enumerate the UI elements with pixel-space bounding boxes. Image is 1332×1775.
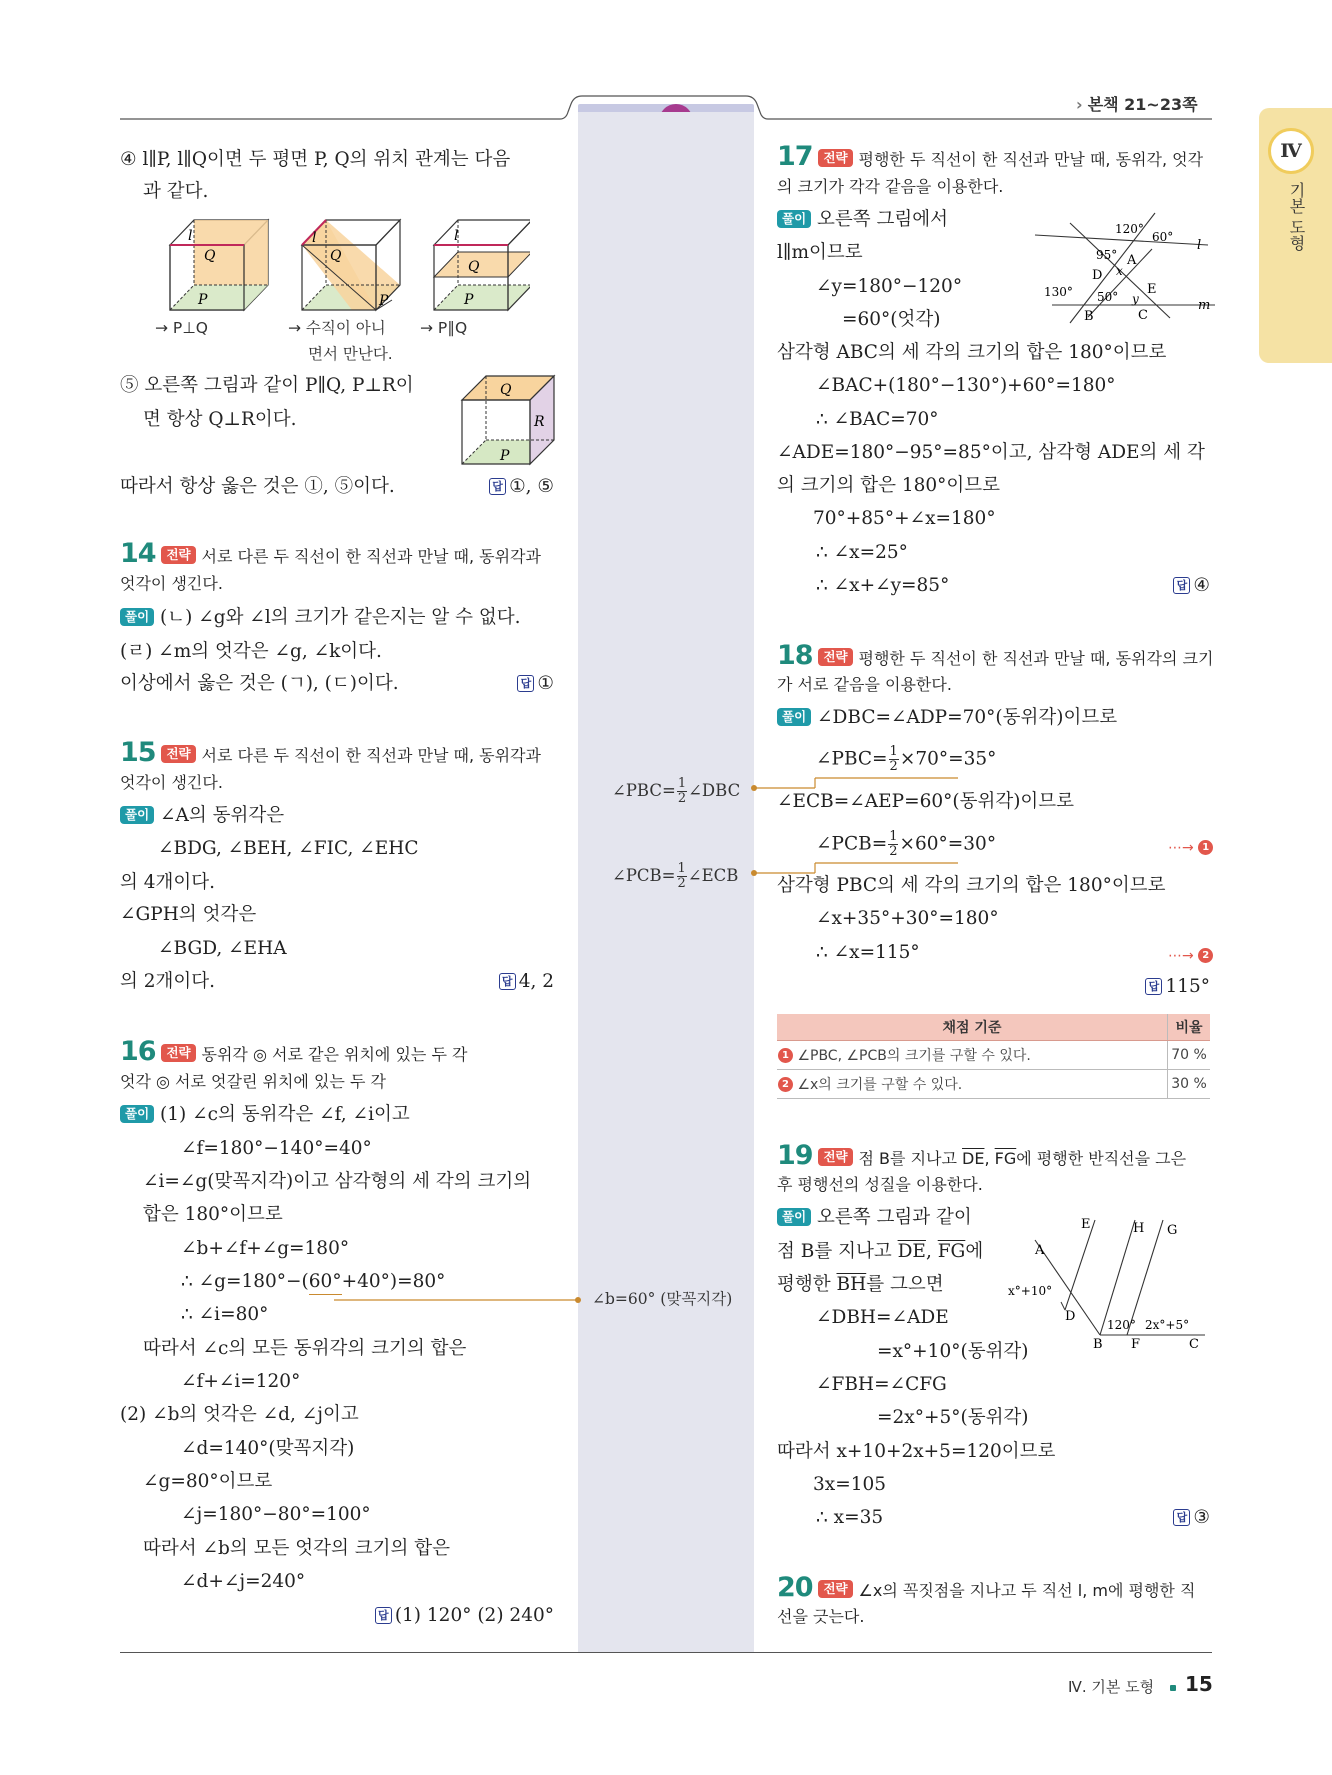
q19-line5: =x°+10°(동위각): [877, 1341, 1029, 1362]
chapter-tab-number: Ⅳ: [1268, 128, 1314, 174]
q16-line10: (2) ∠b의 엇각은 ∠d, ∠j이고: [120, 1404, 359, 1425]
plane-diagrams: [150, 215, 530, 315]
q16-line1: 풀이 (1) ∠c의 동위각은 ∠f, ∠i이고: [120, 1103, 410, 1127]
cube-pqr-diagram: [458, 374, 558, 470]
q18-line1: 풀이 ∠DBC=∠ADP=70°(동위각)이므로: [777, 706, 1117, 730]
svg-text:130°: 130°: [1044, 285, 1073, 299]
q16-line14: 따라서 ∠b의 모든 엇각의 크기의 합은: [143, 1538, 450, 1559]
svg-text:Q: Q: [330, 248, 342, 264]
q18-heading: 18 전략 평행한 두 직선이 한 직선과 만날 때, 동위각의 크기: [777, 640, 1214, 671]
q19-line8: 따라서 x+10+2x+5=120이므로: [777, 1441, 1056, 1462]
cube-caption-2b: 면서 만난다.: [308, 345, 393, 363]
svg-text:95°: 95°: [1096, 248, 1118, 262]
answer-16: 답 (1) 120° (2) 240°: [375, 1604, 554, 1628]
q18-line5: 삼각형 PBC의 세 각의 크기의 합은 180°이므로: [777, 875, 1166, 896]
cube-caption-2a: → 수직이 아니: [288, 319, 386, 337]
q17-strategy-2: 의 크기가 각각 같음을 이용한다.: [777, 177, 1004, 196]
item13-conclusion: 따라서 항상 옳은 것은 ①, ⑤이다.: [120, 476, 395, 497]
q20-heading: 20 전략 ∠x의 꼭짓점을 지나고 두 직선 l, m에 평행한 직: [777, 1572, 1196, 1603]
table-row: 2 ∠x의 크기를 구할 수 있다. 30 %: [777, 1070, 1210, 1099]
q16-line12: ∠g=80°이므로: [143, 1471, 273, 1492]
chapter-tab-title: 기본 도형: [1287, 182, 1306, 252]
q18-line3: ∠ECB=∠AEP=60°(동위각)이므로: [777, 791, 1075, 812]
answer-icon: 답: [1173, 1509, 1190, 1526]
svg-text:l: l: [188, 228, 193, 244]
q19-line9: 3x=105: [813, 1474, 887, 1495]
svg-text:Q: Q: [204, 248, 216, 264]
svg-text:l: l: [312, 230, 317, 246]
q14-line1: 풀이 (ㄴ) ∠g와 ∠l의 크기가 같은지는 알 수 없다.: [120, 606, 520, 630]
q15-line6: 의 2개이다.: [120, 971, 216, 992]
q15-line1: 풀이 ∠A의 동위각은: [120, 804, 284, 828]
svg-text:2x°+5°: 2x°+5°: [1145, 1318, 1190, 1332]
q15-line4: ∠GPH의 엇각은: [120, 904, 257, 925]
svg-text:60°: 60°: [1152, 230, 1174, 244]
svg-text:A: A: [1127, 253, 1137, 268]
q16-line3: ∠i=∠g(맞꼭지각)이고 삼각형의 세 각의 크기의: [143, 1171, 532, 1192]
answer-15: 답 4, 2: [499, 970, 554, 994]
svg-text:B: B: [1093, 1337, 1103, 1350]
footer-dot: [1170, 1685, 1176, 1691]
svg-text:50°: 50°: [1097, 290, 1119, 304]
q16-line4: 합은 180°이므로: [143, 1204, 283, 1225]
q15-line3: 의 4개이다.: [120, 872, 216, 893]
q18-line6: ∠x+35°+30°=180°: [816, 908, 999, 929]
q19-strategy-2: 후 평행선의 성질을 이용한다.: [777, 1175, 983, 1194]
answer-13: 답 ①, ⑤: [489, 475, 554, 499]
q17-line9: 의 크기의 합은 180°이므로: [777, 475, 1001, 496]
q17-line11: ∴ ∠x=25°: [816, 542, 908, 563]
q20-strategy-2: 선을 긋는다.: [777, 1607, 865, 1626]
cube-parallel: [434, 220, 530, 310]
svg-text:E: E: [1081, 1217, 1091, 1232]
q19-line1: 풀이 오른쪽 그림과 같이: [777, 1206, 972, 1230]
q17-line5: 삼각형 ABC의 세 각의 크기의 합은 180°이므로: [777, 342, 1167, 363]
q16-line15: ∠d+∠j=240°: [181, 1571, 306, 1592]
q17-diagram: [1030, 205, 1220, 325]
q19-line10: ∴ x=35: [816, 1507, 884, 1528]
q17-heading: 17 전략 평행한 두 직선이 한 직선과 만날 때, 동위각, 엇각: [777, 141, 1204, 172]
q18-line4: ∠PCB= $\frac{1}{2}$ ×60°=30°: [816, 829, 997, 859]
svg-text:x: x: [1116, 264, 1123, 278]
svg-text:G: G: [1167, 1223, 1178, 1238]
q17-line6: ∠BAC+(180°−130°)+60°=180°: [816, 375, 1116, 396]
page-reference: › 본책 21∼23쪽: [1076, 95, 1198, 114]
q14-heading: 14 전략 서로 다른 두 직선이 한 직선과 만날 때, 동위각과: [120, 538, 541, 569]
table-row: 1 ∠PBC, ∠PCB의 크기를 구할 수 있다. 70 %: [777, 1041, 1210, 1070]
q14-line3: 이상에서 옳은 것은 (ㄱ), (ㄷ)이다.: [120, 673, 399, 694]
svg-text:l: l: [454, 228, 459, 244]
svg-text:P: P: [198, 292, 208, 308]
q19-line6: ∠FBH=∠CFG: [816, 1374, 947, 1395]
q16-line6: ∴ ∠g=180°−(60°+40°)=80°: [181, 1270, 445, 1294]
answer-icon: 답: [489, 478, 506, 495]
q16-line8: 따라서 ∠c의 모든 동위각의 크기의 합은: [143, 1338, 467, 1359]
q18-line2: ∠PBC= $\frac{1}{2}$ ×70°=35°: [816, 744, 997, 774]
page-number: 15: [1185, 1672, 1213, 1696]
q19-line3: 평행한 $\overline{BH}$를 그으면: [777, 1274, 944, 1295]
svg-text:P: P: [379, 293, 389, 309]
scoring-header-ratio: 비율: [1168, 1014, 1211, 1041]
answer-17: 답 ④: [1173, 574, 1210, 598]
q16-strategy-2: 엇각 ◎ 서로 엇갈린 위치에 있는 두 각: [120, 1072, 386, 1091]
svg-text:D: D: [1065, 1309, 1076, 1324]
chevron-right-icon: ›: [1076, 95, 1083, 114]
svg-text:R: R: [534, 414, 545, 430]
svg-text:120°: 120°: [1115, 222, 1144, 236]
side-note-pbc: ∠PBC= $\frac{1}{2}$ ∠DBC: [612, 776, 741, 806]
q15-line2: ∠BDG, ∠BEH, ∠FIC, ∠EHC: [158, 838, 419, 859]
svg-text:l: l: [1197, 238, 1202, 253]
q19-line2: 점 B를 지나고 $\overline{DE}$, $\overline{FG}$에: [777, 1241, 984, 1262]
q18-marker-1: ⋯→ 1: [1168, 836, 1213, 860]
answer-icon: 답: [1173, 577, 1190, 594]
q17-line12: ∴ ∠x+∠y=85°: [816, 575, 950, 596]
svg-text:P: P: [500, 448, 510, 464]
answer-icon: 답: [375, 1607, 392, 1624]
q14-line2: (ㄹ) ∠m의 엇각은 ∠g, ∠k이다.: [120, 641, 382, 662]
answer-icon: 답: [517, 675, 534, 692]
q15-line5: ∠BGD, ∠EHA: [158, 938, 287, 959]
svg-text:B: B: [1084, 309, 1094, 324]
q16-line11: ∠d=140°(맞꼭지각): [181, 1438, 355, 1459]
q15-strategy-2: 엇각이 생긴다.: [120, 773, 223, 792]
q19-diagram: [1005, 1210, 1215, 1350]
svg-text:H: H: [1133, 1221, 1145, 1236]
q17-line8: ∠ADE=180°−95°=85°이고, 삼각형 ADE의 세 각: [777, 442, 1205, 463]
q16-line2: ∠f=180°−140°=40°: [181, 1138, 372, 1159]
q16-line7: ∴ ∠i=80°: [181, 1304, 269, 1325]
cube-oblique: [302, 220, 400, 310]
q16-line5: ∠b+∠f+∠g=180°: [181, 1238, 350, 1259]
scoring-header-criteria: 채점 기준: [777, 1014, 1168, 1041]
svg-text:y: y: [1132, 292, 1139, 306]
answer-icon: 답: [499, 973, 516, 990]
q14-strategy-2: 엇각이 생긴다.: [120, 574, 223, 593]
svg-text:x°+10°: x°+10°: [1008, 1284, 1053, 1298]
q16-heading: 16 전략 동위각 ◎ 서로 같은 위치에 있는 두 각: [120, 1036, 468, 1067]
svg-text:Q: Q: [500, 382, 512, 398]
q17-line3: ∠y=180°−120°: [816, 276, 963, 297]
answer-19: 답 ③: [1173, 1506, 1210, 1530]
svg-text:F: F: [1131, 1337, 1141, 1350]
answer-icon: 답: [1145, 978, 1162, 995]
q19-line7: =2x°+5°(동위각): [877, 1407, 1029, 1428]
cube-caption-1: → P⊥Q: [155, 319, 208, 337]
svg-text:m: m: [1198, 298, 1211, 313]
svg-text:120°: 120°: [1107, 1318, 1136, 1332]
footer-rule: [120, 1652, 1212, 1653]
svg-text:C: C: [1138, 308, 1148, 323]
q17-line10: 70°+85°+∠x=180°: [813, 508, 996, 529]
q18-strategy-2: 가 서로 같음을 이용한다.: [777, 675, 952, 694]
answer-18: 답 115°: [1145, 975, 1210, 999]
q19-heading: 19 전략 점 B를 지나고 $\overline{DE}$, $\overline{FG}$에 평행한 반직선을 그은: [777, 1140, 1187, 1171]
q17-line1: 풀이 오른쪽 그림에서: [777, 208, 948, 232]
item5-line2: 면 항상 Q⊥R이다.: [143, 409, 297, 430]
scoring-table: [777, 1014, 1210, 1099]
q19-line4: ∠DBH=∠ADE: [816, 1307, 949, 1328]
q17-line4: =60°(엇각): [842, 309, 941, 330]
q16-line9: ∠f+∠i=120°: [181, 1371, 301, 1392]
q17-line2: l∥m이므로: [777, 242, 863, 263]
q18-marker-2: ⋯→ 2: [1168, 944, 1213, 968]
svg-text:E: E: [1147, 282, 1157, 297]
q17-line7: ∴ ∠BAC=70°: [816, 409, 939, 430]
side-note-vertical-angle: ∠b=60° (맞꼭지각): [592, 1290, 733, 1308]
q16-line13: ∠j=180°−80°=100°: [181, 1504, 371, 1525]
svg-text:Q: Q: [468, 259, 480, 275]
cube-caption-3: → P∥Q: [420, 319, 468, 337]
svg-text:P: P: [464, 292, 474, 308]
footer-chapter: Ⅳ. 기본 도형: [1068, 1678, 1155, 1696]
q18-line7: ∴ ∠x=115°: [816, 942, 920, 963]
svg-text:C: C: [1189, 1337, 1199, 1350]
q15-heading: 15 전략 서로 다른 두 직선이 한 직선과 만날 때, 동위각과: [120, 737, 541, 768]
cube-perpendicular: [170, 220, 268, 310]
side-note-pcb: ∠PCB= $\frac{1}{2}$ ∠ECB: [612, 861, 739, 891]
item4-line2: 과 같다.: [143, 181, 209, 202]
item5-line1: ⑤ 오른쪽 그림과 같이 P∥Q, P⊥R이: [120, 375, 414, 396]
answer-14: 답 ①: [517, 672, 554, 696]
svg-text:A: A: [1035, 1243, 1045, 1258]
svg-text:D: D: [1092, 268, 1103, 283]
item4-line1: ④ l∥P, l∥Q이면 두 평면 P, Q의 위치 관계는 다음: [120, 149, 511, 170]
